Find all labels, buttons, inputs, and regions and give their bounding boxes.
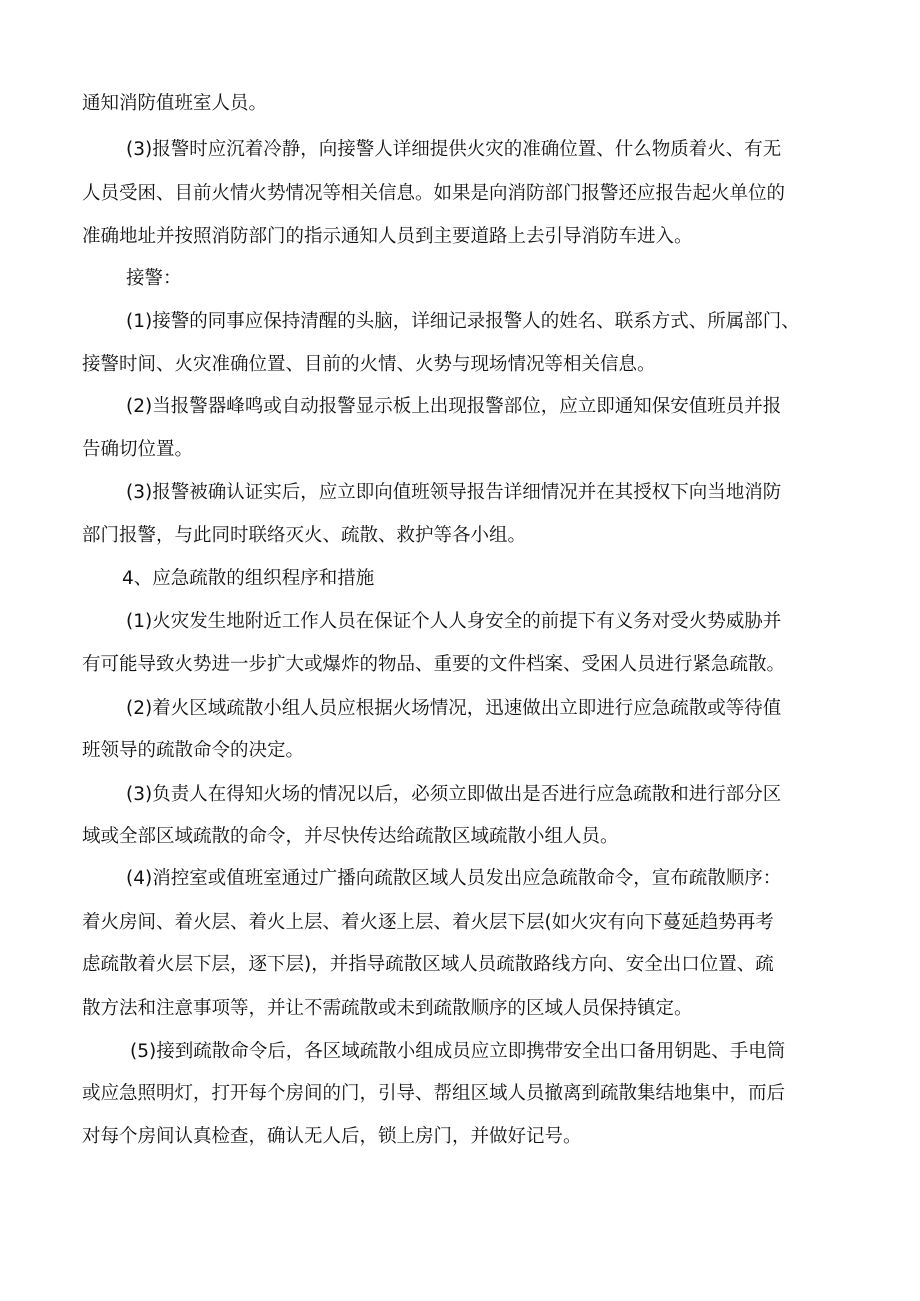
text-line: 对每个房间认真检查，确认无人后，锁上房门，并做好记号。 [82,1126,582,1147]
text-line: (2)当报警器峰鸣或自动报警显示板上出现报警部位，应立即通知保安值班员并报 [126,396,782,417]
text-line: 域或全部区域疏散的命令，并尽快传达给疏散区域疏散小组人员。 [82,826,619,847]
text-line: 或应急照明灯，打开每个房间的门，引导、帮组区域人员撤离到疏散集结地集中，而后 [82,1083,786,1104]
text-line: (1)火灾发生地附近工作人员在保证个人人身安全的前提下有义务对受火势威胁并 [126,611,782,632]
text-line: (3)负责人在得知火场的情况以后，必须立即做出是否进行应急疏散和进行部分区 [126,784,782,805]
text-line: 告确切位置。 [82,439,194,460]
text-line: 着火房间、着火层、着火上层、着火逐上层、着火层下层(如火灾有向下蔓延趋势再考 [82,912,774,933]
text-line: (3)报警时应沉着冷静，向接警人详细提供火灾的准确位置、什么物质着火、有无 [126,139,782,160]
text-line: 散方法和注意事项等，并让不需疏散或未到疏散顺序的区域人员保持镇定。 [82,998,693,1019]
text-line: (2)着火区域疏散小组人员应根据火场情况，迅速做出立即进行应急疏散或等待值 [126,698,782,719]
text-line: 接警时间、火灾准确位置、目前的火情、火势与现场情况等相关信息。 [82,354,656,375]
text-line: (1)接警的同事应保持清醒的头脑，详细记录报警人的姓名、联系方式、所属部门、 [126,311,800,332]
section-label: 接警： [126,268,182,289]
text-line: 人员受困、目前火情火势情况等相关信息。如果是向消防部门报警还应报告起火单位的 [82,183,786,204]
text-line: 部门报警，与此同时联络灭火、疏散、救护等各小组。 [82,525,527,546]
text-line: 准确地址并按照消防部门的指示通知人员到主要道路上去引导消防车进入。 [82,226,693,247]
text-line: (5)接到疏散命令后，各区域疏散小组成员应立即携带安全出口备用钥匙、手电筒 [130,1041,786,1062]
text-line: (4)消控室或值班室通过广播向疏散区域人员发出应急疏散命令，宣布疏散顺序： [126,868,782,889]
section-heading: 4、应急疏散的组织程序和措施 [122,568,375,589]
text-line: 有可能导致火势进一步扩大或爆炸的物品、重要的文件档案、受困人员进行紧急疏散。 [82,654,786,675]
text-line: (3)报警被确认证实后，应立即向值班领导报告详细情况并在其授权下向当地消防 [126,482,782,503]
text-line: 通知消防值班室人员。 [82,93,268,114]
text-line: 虑疏散着火层下层，逐下层)，并指导疏散区域人员疏散路线方向、安全出口位置、疏 [82,954,774,975]
text-line: 班领导的疏散命令的决定。 [82,740,305,761]
